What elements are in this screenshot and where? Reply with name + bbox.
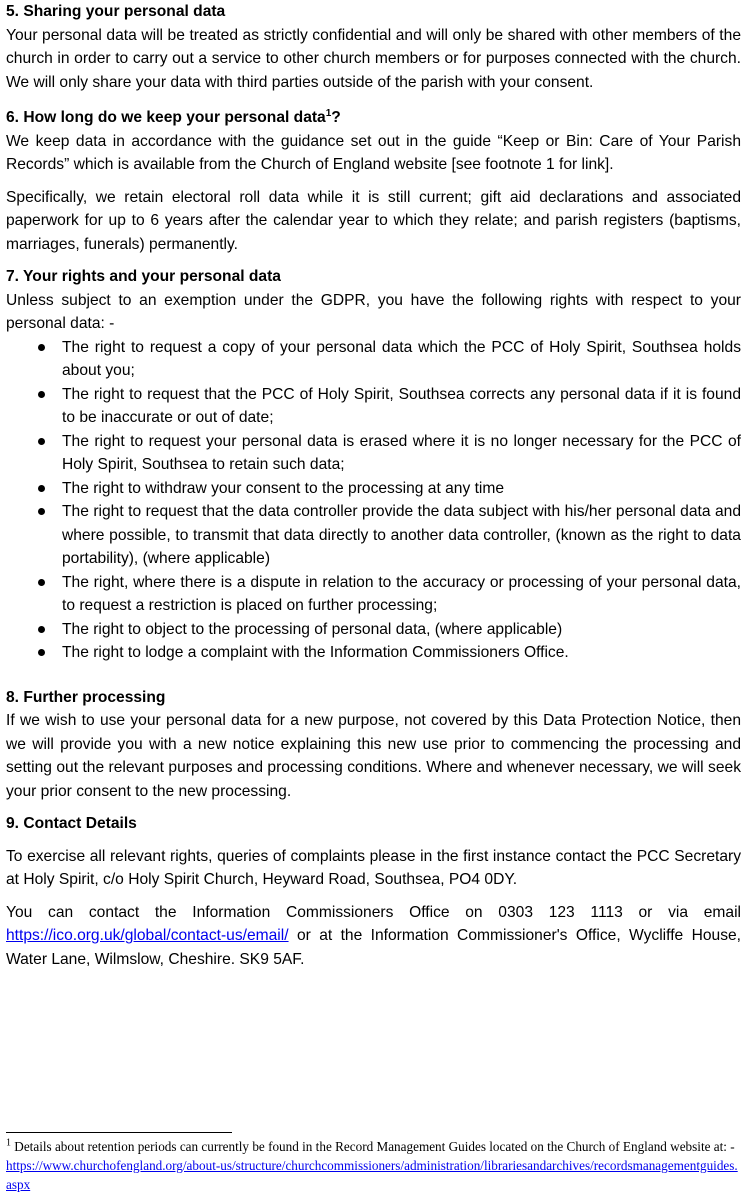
section-6-heading	[6, 106, 741, 130]
section-9-body-2-pre: You can contact the Information Commissioners Office on 0303 123 1113 or via email	[6, 903, 741, 921]
rights-item-text: The right to request that the data controller provide the data subject with his/her personal data and where possible, to transmit that data directly to another data controller, (known as the right to data portability), (where applicable)	[62, 503, 741, 567]
rights-list-item	[36, 430, 741, 477]
rights-list-item	[36, 477, 741, 501]
rights-list	[6, 336, 741, 665]
rights-list-item	[36, 383, 741, 430]
rights-item-text: The right to request a copy of your personal data which the PCC of Holy Spirit, Southsea holds about you;	[62, 338, 741, 379]
section-9-body-2	[6, 901, 741, 972]
section-7-intro: Unless subject to an exemption under the GDPR, you have the following rights with respect to your personal data: -	[6, 291, 741, 332]
section-9-heading: 9. Contact Details	[6, 815, 137, 832]
rights-item-text: The right to withdraw your consent to the processing at any time	[62, 479, 505, 497]
section-5-body: Your personal data will be treated as strictly confidential and will only be shared with other members of the church in order to carry out a service to other church members or for purposes connected with the church. We will only share your data with third parties outside of the parish with your consent.	[6, 26, 741, 91]
rights-list-item	[36, 336, 741, 383]
bullet-icon	[38, 626, 45, 633]
footnote	[6, 1137, 741, 1194]
bullet-icon	[38, 344, 45, 351]
section-5-heading: 5. Sharing your personal data	[6, 3, 226, 20]
section-6-heading-text: 6. How long do we keep your personal data	[6, 109, 326, 126]
section-8-body: If we wish to use your personal data for a new purpose, not covered by this Data Protection Notice, then we will provide you with a new notice explaining this new use prior to commencing the processing and setting out the relevant purposes and processing conditions. Where and whenever necessary, we will seek your prior consent to the new processing.	[6, 712, 741, 800]
rights-list-item	[36, 571, 741, 618]
rights-item-text: The right, where there is a dispute in relation to the accuracy or processing of your personal data, to request a restriction is placed on further processing;	[62, 573, 741, 614]
footnote-separator	[6, 1132, 232, 1133]
bullet-icon	[38, 649, 45, 656]
footnote-text: Details about retention periods can currently be found in the Record Management Guides located on the Church of England website at: -	[11, 1139, 735, 1154]
section-8-heading: 8. Further processing	[6, 688, 166, 706]
rights-item-text: The right to request that the PCC of Holy Spirit, Southsea corrects any personal data if it is found to be inaccurate or out of date;	[62, 385, 741, 426]
section-6-heading-end: ?	[331, 109, 341, 126]
bullet-icon	[38, 579, 45, 586]
ico-email-link[interactable]: https://ico.org.uk/global/contact-us/email/	[6, 927, 289, 944]
rights-list-item	[36, 618, 741, 642]
bullet-icon	[38, 485, 45, 492]
rights-list-item	[36, 500, 741, 571]
section-6-body-1: We keep data in accordance with the guidance set out in the guide “Keep or Bin: Care of Your Parish Records” which is available from the Church of England website [see footnote 1 for link].	[6, 132, 741, 173]
section-9-body-1: To exercise all relevant rights, queries of complaints please in the first instance contact the PCC Secretary at Holy Spirit, c/o Holy Spirit Church, Heyward Road, Southsea, PO4 0DY.	[6, 847, 741, 888]
section-7-heading: 7. Your rights and your personal data	[6, 268, 281, 285]
bullet-icon	[38, 391, 45, 398]
section-9-body-2-post: or at the Information Commissioner's Office, Wycliffe House, Water Lane, Wilmslow, Cheshire. SK9 5AF.	[6, 927, 741, 968]
rights-item-text: The right to request your personal data is erased where it is no longer necessary for the PCC of Holy Spirit, Southsea to retain such data;	[62, 432, 741, 473]
bullet-icon	[38, 508, 45, 515]
footnote-marker: 1	[6, 1137, 11, 1149]
rights-item-text: The right to lodge a complaint with the Information Commissioners Office.	[62, 644, 569, 661]
bullet-icon	[38, 438, 45, 445]
footnote-ref[interactable]: 1	[325, 107, 332, 119]
section-6-body-2: Specifically, we retain electoral roll data while it is still current; gift aid declarations and associated paperwork for up to 6 years after the calendar year to which they relate; and parish registers (baptisms, marriages, funerals) permanently.	[6, 188, 741, 253]
footnote-link[interactable]: https://www.churchofengland.org/about-us/structure/churchcommissioners/administration/librariesandarchives/recordsmanagementguides.aspx	[6, 1158, 738, 1192]
document-page	[6, 0, 741, 1192]
rights-item-text: The right to object to the processing of personal data, (where applicable)	[62, 620, 563, 638]
rights-list-item	[36, 641, 741, 665]
